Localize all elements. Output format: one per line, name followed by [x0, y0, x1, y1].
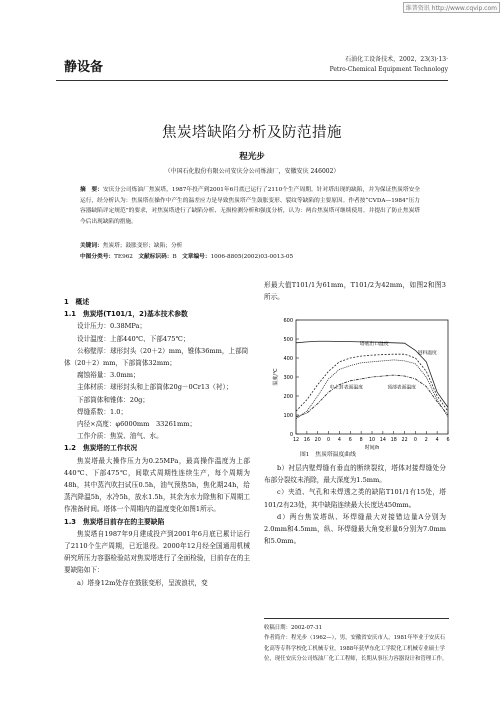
x-tick-label: 4	[337, 438, 341, 443]
y-tick-label: 400	[283, 356, 293, 362]
article-no-value: 1006-8805(2002)03-0013-05	[210, 254, 294, 260]
chart-annotation: 顶部表面温度	[387, 385, 416, 391]
journal-line-cn: 石油化工设备技术，2002，23(3)·13·	[345, 56, 448, 63]
chart-annotation: 中上封表面温度	[329, 385, 364, 391]
abstract-text: 安庆分公司炼油厂焦炭塔，1987年投产到2001年6月底已运行了2110个生产周期。针对塔出现的缺陷，并为保证焦炭塔安全运行，经分析认为：焦炭塔在操作中产生的温差应力是导致焦炭塔产生鼓胀变形、裂纹等缺陷的主要原因。作者按“CVDA—1984”压力容器缺陷评定规范”的要求，对焦炭塔进行了缺陷分析、无损检测分析和强度分析，认为：两台焦炭塔可继续使用。并提出了防止焦炭塔今后出现缺陷的措施。	[80, 187, 420, 225]
keywords-label: 关键词：	[80, 243, 103, 249]
received-date: 收稿日期：2002-07-31	[264, 625, 323, 631]
x-tick-label: 12	[292, 438, 300, 443]
x-tick-label: 22	[401, 438, 408, 443]
x-tick-label: 14	[379, 438, 386, 443]
x-tick-label: 6	[348, 438, 352, 443]
x-tick-label: 0	[413, 438, 417, 443]
chart-annotation: 塔底出口温度	[359, 342, 389, 348]
x-tick-label: 2	[424, 438, 428, 443]
y-tick-label: 200	[283, 394, 293, 400]
author: 程光步	[239, 152, 265, 162]
param-item: 主体材质：球形封头和上部筒体20g－0Cr13（衬）；	[77, 383, 233, 392]
param-item: 腐蚀裕量：3.0mm；	[77, 371, 140, 380]
series-line-3	[296, 375, 448, 417]
header-rule	[56, 80, 448, 81]
paragraph-continued: 形最大值T101/1为61mm，T101/2为42mm，如图2和图3所示。	[264, 281, 446, 302]
x-axis-label: 时间/h	[364, 445, 380, 450]
x-tick-label: 10	[368, 438, 376, 443]
x-tick-label: 20	[314, 438, 321, 443]
temperature-chart	[268, 312, 453, 450]
journal-info	[330, 55, 448, 75]
article-no-label: 文章编号：	[182, 254, 211, 260]
right-column-bottom	[264, 462, 446, 547]
author-bio: 作者简介：程光步（1962—），男，安徽省安庆市人。1981年毕业于安庆石化高等专科学校化工机械专业，1988年获华东化工学院化工机械专业硕士学位，现任安庆分公司炼油厂化工工程师，长期从事压力容器设计和管理工作。	[264, 635, 448, 662]
left-column-top	[64, 296, 250, 589]
paragraph-a: a）塔身12m处存在鼓胀变形，呈波浪状，变	[77, 578, 208, 587]
heading-1-3: 1.3 焦炭塔目前存在的主要缺陷	[64, 517, 165, 526]
y-tick-label: 500	[283, 337, 293, 343]
paragraph-c: c）夹渣、气孔和未焊透之类的缺陷T101/1有15处，塔101/2有23处，其中缺陷连续最大长度达450mm。	[264, 488, 446, 509]
x-tick-label: 18	[390, 438, 397, 443]
x-tick-label: 16	[303, 438, 310, 443]
param-item: 下部筒体和锥体：20g；	[77, 395, 149, 404]
param-item: 公称壁厚：球形封头（20＋2）mm，锥体36mm，上部筒体（20＋2）mm，下部筒体32mm；	[64, 346, 249, 368]
x-tick-label: 8	[359, 438, 363, 443]
classification	[80, 251, 293, 260]
footnote	[264, 618, 449, 664]
param-item: 工作介质：焦炭、油气、水。	[77, 432, 163, 441]
figure-caption: 图1 焦炭塔温度曲线	[300, 452, 356, 458]
x-tick-label: 6	[446, 438, 450, 443]
chart-annotation: 进料温度	[417, 351, 437, 357]
y-tick-label: 100	[283, 413, 293, 419]
heading-1-1: 1.1 焦炭塔(T101/1，2)基本技术参数	[64, 310, 188, 319]
paper-title: 焦炭塔缺陷分析及防范措施	[162, 125, 342, 141]
paragraph-d: d）两台焦炭塔纵、环焊缝最大对接错边量A分别为2.0mm和4.5mm，纵、环焊缝最大角变形量δ分别为7.0mm和5.0mm。	[264, 512, 446, 546]
right-column-top	[264, 279, 446, 303]
keywords-text: 焦炭塔；鼓胀变形；缺陷；分析	[102, 243, 183, 249]
y-tick-label: 600	[283, 318, 293, 324]
abstract-label: 摘 要：	[80, 187, 103, 193]
x-tick-label: 4	[435, 438, 439, 443]
series-line-4	[296, 360, 448, 419]
y-axis-label: 温度/℃	[273, 368, 279, 386]
clc-label: 中图分类号：	[80, 254, 115, 260]
abstract	[80, 185, 420, 227]
watermark[interactable]: 维普资讯 http://www.cqvip.com	[403, 2, 500, 13]
paragraph-1-2: 焦炭塔最大操作压力为0.25MPa，最高操作温度为上部440℃、下部475℃，间歇式周期性连续生产，每个周期为48h，其中蒸汽吹扫试压0.5h，油气预热5h，焦化期24h，给蒸汽降温5h，水冷5h，放水1.5h，其余为水力除焦和下周期工作准备时间。塔体一个周期内的温度变化如图1所示。	[64, 456, 250, 514]
clc-value: TE962	[114, 254, 133, 260]
param-item: 焊缝系数：1.0；	[77, 407, 128, 416]
x-tick-label: 0	[327, 438, 331, 443]
doc-code-value: B	[172, 254, 177, 260]
param-item: 内径×高度：φ6000mm 33261mm；	[77, 420, 197, 429]
param-item: 设计压力：0.38MPa；	[77, 322, 147, 331]
y-tick-label: 0	[289, 432, 293, 438]
heading-1-2: 1.2 焦炭塔的工作状况	[64, 444, 138, 453]
y-tick-label: 300	[283, 375, 293, 381]
paragraph-1-3: 焦炭塔自1987年9月建成投产到2001年6月底已累计运行了2110个生产周期，已近退役。2000年12月经全国通用机械研究所压力容器检验站对焦炭塔进行了全面检验，目前存在的主要缺陷如下：	[64, 529, 250, 575]
doc-code-label: 文献标识码：	[138, 254, 173, 260]
heading-1: 1 概述	[64, 298, 90, 306]
param-item: 设计温度：上部440℃、下部475℃；	[77, 334, 190, 343]
series-line-2	[296, 354, 448, 411]
affiliation: （中国石化股份有限公司安庆分公司炼油厂，安徽安庆 246002）	[164, 168, 340, 175]
keywords	[80, 240, 182, 249]
paragraph-b: b）衬层内壁焊缝有垂直的断续裂纹，塔体对接焊缝处分布部分裂纹未消除，最大深度为1.5mm。	[264, 464, 446, 485]
journal-line-en: Petro-Chemical Equipment Technology	[329, 66, 448, 73]
section-header: 静设备	[64, 60, 104, 75]
